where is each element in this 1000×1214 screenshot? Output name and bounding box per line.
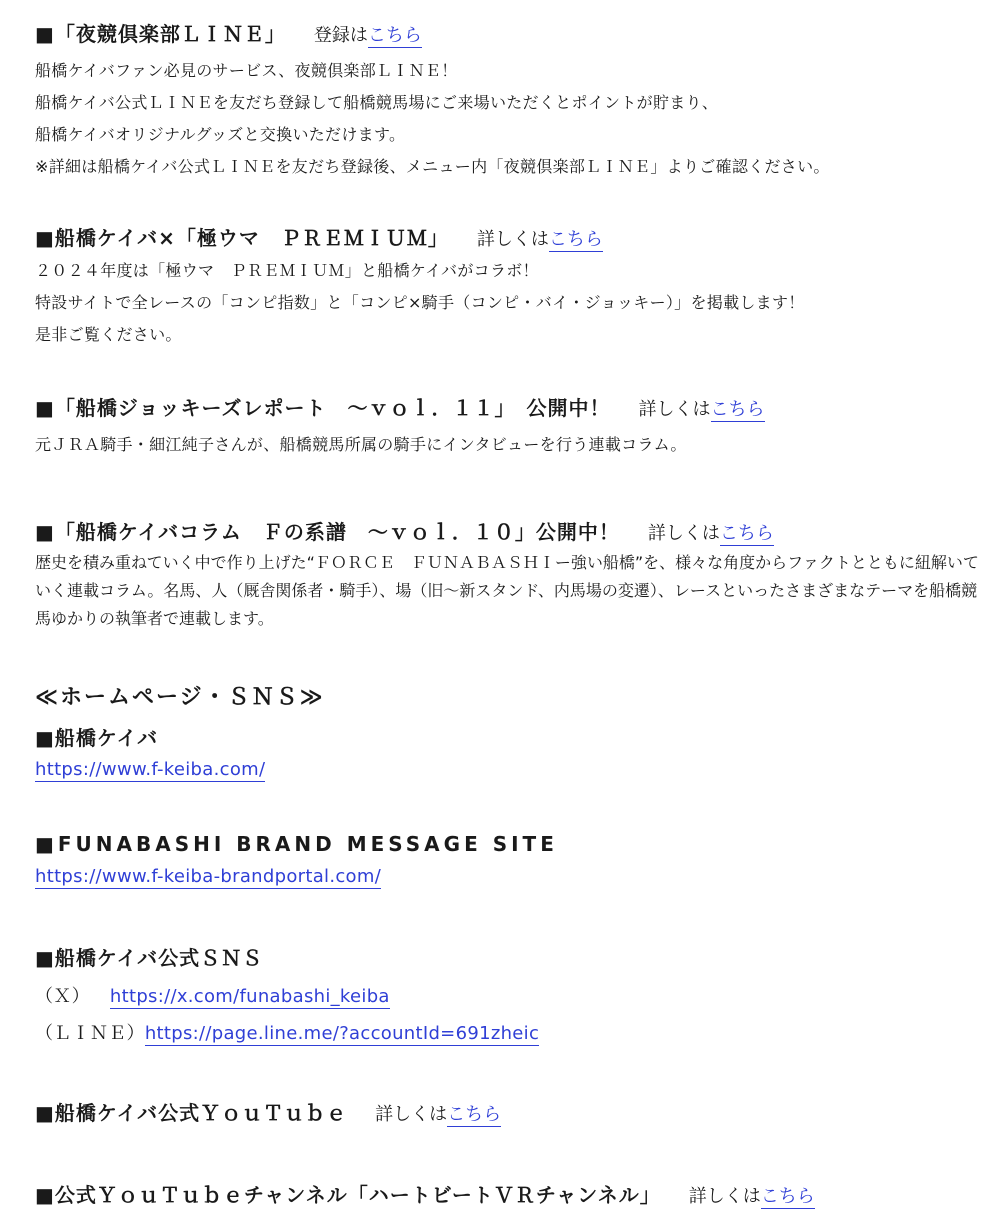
section-premium-more — [477, 229, 603, 252]
homepage-url-row — [35, 759, 265, 780]
x-label: （Ｘ） — [35, 986, 90, 1007]
section-jockeys-text-1: 元ＪＲＡ騎手・細江純子さんが、船橋競馬所属の騎手にインタビューを行う連載コラム。 — [35, 435, 687, 454]
section-column-link[interactable]: こちら — [719, 523, 774, 544]
more-prefix: 詳しくは — [375, 1104, 448, 1125]
section-premium-heading — [35, 222, 603, 251]
sns-heading: ≪ホームページ・ＳＮＳ≫ — [35, 685, 325, 710]
more-prefix: 詳しくは — [476, 229, 549, 250]
section-line-text-1: 船橋ケイバファン必見のサービス、夜競倶楽部ＬＩＮＥ！ — [35, 61, 458, 80]
section-premium-text-3: 是非ご覧ください。 — [35, 325, 182, 344]
more-prefix: 詳しくは — [647, 523, 720, 544]
line-link[interactable]: https://page.line.me/?accountId=691zheic — [144, 1023, 540, 1044]
vr-channel-heading — [35, 1179, 815, 1208]
more-prefix: 詳しくは — [688, 1186, 761, 1207]
section-premium-link[interactable]: こちら — [548, 229, 603, 250]
youtube-link[interactable]: こちら — [447, 1104, 502, 1125]
section-jockeys-heading — [35, 392, 765, 421]
section-line-text-2: 船橋ケイバ公式ＬＩＮＥを友だち登録して船橋競馬場にご来場いただくとポイントが貯まり、 — [35, 93, 719, 112]
line-label: （ＬＩＮＥ） — [35, 1023, 145, 1044]
vr-channel-title: ■公式ＹｏｕＴｕｂｅチャンネル「ハートビートＶＲチャンネル」 — [35, 1183, 661, 1207]
official-sns-title: ■船橋ケイバ公式ＳＮＳ — [35, 946, 264, 970]
vr-channel-more — [689, 1186, 815, 1209]
line-row — [35, 1019, 539, 1045]
section-line-title: ■「夜競倶楽部ＬＩＮＥ」 — [35, 22, 286, 46]
section-jockeys-more — [639, 399, 765, 422]
brand-url-row — [35, 866, 381, 887]
x-row — [35, 982, 390, 1008]
brand-site-link[interactable]: https://www.f-keiba-brandportal.com/ — [35, 866, 382, 887]
homepage-title: ■船橋ケイバ — [35, 726, 159, 750]
section-line-text-3: 船橋ケイバオリジナルグッズと交換いただけます。 — [35, 125, 406, 144]
youtube-title: ■船橋ケイバ公式ＹｏｕＴｕｂｅ — [35, 1101, 348, 1125]
youtube-heading — [35, 1097, 501, 1126]
section-column-body: 歴史を積み重ねていく中で作り上げた“ＦＯＲＣＥ ＦＵＮＡＢＡＳＨＩー強い船橋”を、様々な角度からファクトとともに紐解いていく連載コラム。名馬、人（厩舎関係者・騎手）、場（旧〜新スタンド、内馬場の変遷）、レースといったさまざまなテーマを船橋競馬ゆかりの執筆者で連載します。 — [35, 553, 979, 628]
section-column-heading — [35, 516, 774, 545]
more-prefix: 登録は — [313, 25, 368, 46]
section-column-title: ■「船橋ケイバコラム Ｆの系譜 ～ｖｏｌ．１０」公開中！ — [35, 520, 620, 544]
brand-site-title: ■FUNABASHI BRAND MESSAGE SITE — [35, 832, 558, 856]
section-column-more — [648, 523, 774, 546]
homepage-link[interactable]: https://www.f-keiba.com/ — [35, 759, 266, 780]
section-line-link[interactable]: こちら — [367, 25, 422, 46]
section-premium-text-1: ２０２４年度は「極ウマ ＰＲＥＭＩＵＭ」と船橋ケイバがコラボ！ — [35, 261, 539, 280]
section-premium-text-2: 特設サイトで全レースの「コンピ指数」と「コンピ×騎手（コンピ・バイ・ジョッキー）」を掲載します！ — [35, 293, 805, 312]
section-jockeys-link[interactable]: こちら — [710, 399, 765, 420]
section-premium-title: ■船橋ケイバ×「極ウマ ＰＲＥＭＩＵＭ」 — [35, 226, 449, 250]
section-line-text-4: ※詳細は船橋ケイバ公式ＬＩＮＥを友だち登録後、メニュー内「夜競倶楽部ＬＩＮＥ」よりご確認ください。 — [35, 157, 830, 176]
section-line-more — [314, 25, 422, 48]
x-link[interactable]: https://x.com/funabashi_keiba — [109, 986, 390, 1007]
youtube-more — [375, 1104, 501, 1127]
section-jockeys-title: ■「船橋ジョッキーズレポート ～ｖｏｌ．１１」 公開中！ — [35, 396, 611, 420]
vr-channel-link[interactable]: こちら — [760, 1186, 815, 1207]
more-prefix: 詳しくは — [638, 399, 711, 420]
section-line-heading — [35, 18, 422, 47]
